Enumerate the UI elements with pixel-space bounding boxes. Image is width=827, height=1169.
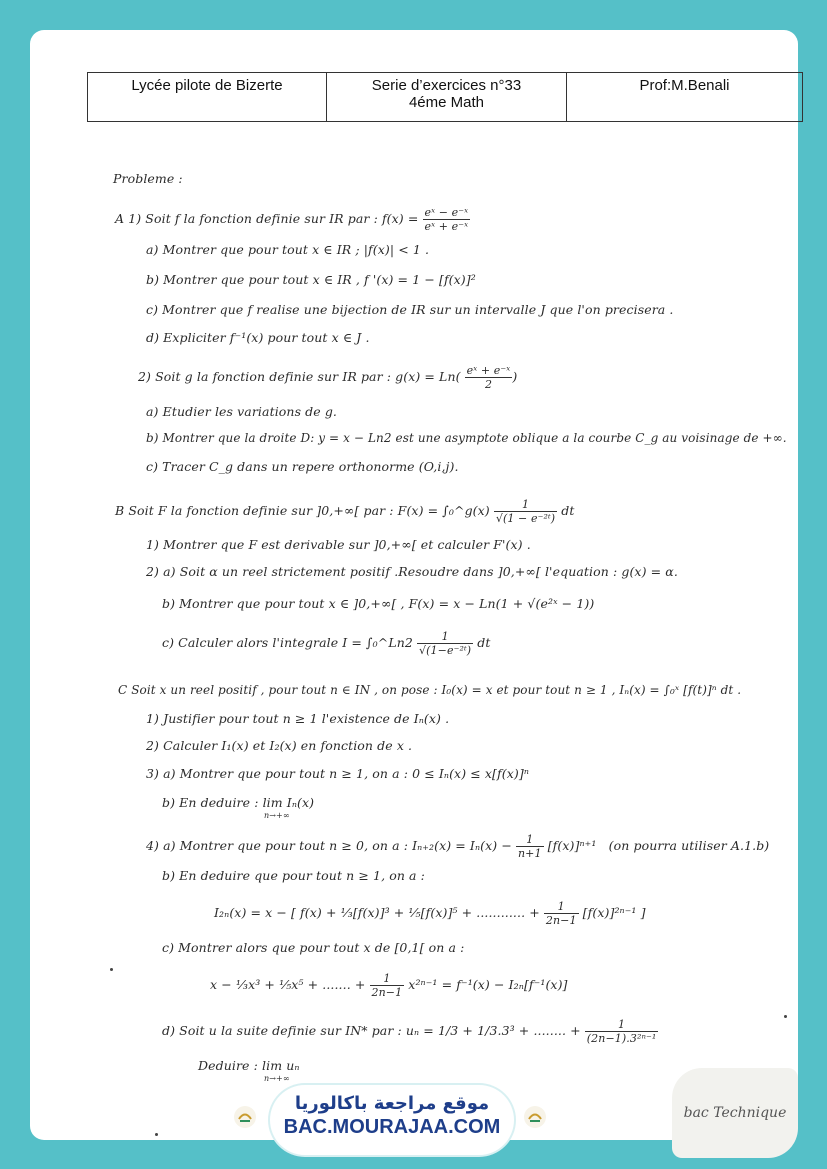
partC-q4b: b) En deduire que pour tout n ≥ 1, on a : xyxy=(162,868,425,883)
ser-denominator: 2n−1 xyxy=(371,986,403,999)
series-formula-text: x − ⅓x³ + ⅕x⁵ + ....... + xyxy=(210,977,366,992)
site-banner[interactable] xyxy=(270,1085,514,1155)
scan-dot xyxy=(155,1133,158,1136)
I2n-formula xyxy=(214,900,646,927)
f-numerator: eˣ − e⁻ˣ xyxy=(424,206,469,219)
right-logo-icon xyxy=(522,1104,548,1130)
partC-deduce xyxy=(198,1058,300,1083)
partA-q1d: d) Expliciter f⁻¹(x) pour tout x ∈ J . xyxy=(146,330,370,345)
ser-numerator: 1 xyxy=(370,972,405,986)
partC-q4d xyxy=(162,1018,658,1045)
site-arabic-title: موقع مراجعة باكالوريا xyxy=(294,1093,490,1114)
partC-q3b-text: b) En deduire : lim Iₙ(x) xyxy=(162,795,315,810)
school-cell xyxy=(88,73,327,121)
partB-q2c-text: c) Calculer alors l'integrale I = ∫₀^Ln2 xyxy=(162,635,413,650)
series-rhs: = f⁻¹(x) − I₂ₙ[f⁻¹(x)] xyxy=(441,977,568,992)
partB-q2a: 2) a) Soit α un reel strictement positif .Resoudre dans ]0,+∞[ l'equation : g(x) = α. xyxy=(146,564,678,579)
school-name: Lycée pilote de Bizerte xyxy=(131,77,283,94)
ser-tail: x²ⁿ⁻¹ xyxy=(408,977,438,992)
u-terms: 1/3 + 1/3.3³ + ........ + xyxy=(437,1023,581,1038)
I-fraction xyxy=(417,630,473,657)
header-table xyxy=(87,72,803,122)
series-cell xyxy=(327,73,567,121)
site-url[interactable]: BAC.MOURAJAA.COM xyxy=(283,1116,501,1138)
rec-denominator: n+1 xyxy=(517,847,542,860)
partA-q2a: a) Etudier les variations de g. xyxy=(146,404,338,419)
partB-q2b: b) Montrer que pour tout x ∈ ]0,+∞[ , F(x) = x − Ln(1 + √(e²ˣ − 1)) xyxy=(162,596,595,611)
g-fraction xyxy=(465,364,513,391)
partC-q4a xyxy=(146,833,769,860)
partC-q3b xyxy=(162,795,315,820)
rec-fraction xyxy=(516,833,544,860)
F-numerator: 1 xyxy=(494,498,557,512)
left-logo-icon xyxy=(232,1104,258,1130)
partB-q1: 1) Montrer que F est derivable sur ]0,+∞[ et calculer F'(x) . xyxy=(146,537,531,552)
lim-subscript-1: n→+∞ xyxy=(264,811,290,820)
u-fraction xyxy=(585,1018,659,1045)
sum-tail: [f(x)]²ⁿ⁻¹ ] xyxy=(582,905,646,920)
sum-fraction xyxy=(544,900,579,927)
partC-q2: 2) Calculer I₁(x) et I₂(x) en fonction de x . xyxy=(146,738,413,753)
partB-intro xyxy=(115,498,575,525)
teacher-name: Prof:M.Benali xyxy=(639,77,730,94)
partA-q2c: c) Tracer C_g dans un repere orthonorme (O,i,j). xyxy=(146,459,459,474)
scan-dot xyxy=(784,1015,787,1018)
F-fraction xyxy=(494,498,557,525)
u-denominator: (2n−1).3²ⁿ⁻¹ xyxy=(586,1032,657,1045)
sum-denominator: 2n−1 xyxy=(545,914,577,927)
partA-q1c: c) Montrer que f realise une bijection de IR sur un intervalle J que l'on precisera . xyxy=(146,302,674,317)
u-numerator: 1 xyxy=(585,1018,659,1032)
partA-q2b: b) Montrer que la droite D: y = x − Ln2 est une asymptote oblique a la courbe C_g au voisinage de +∞. xyxy=(146,431,787,445)
rec-hint: (on pourra utiliser A.1.b) xyxy=(608,838,770,853)
rec-numerator: 1 xyxy=(516,833,544,847)
sum-numerator: 1 xyxy=(544,900,579,914)
I-dt: dt xyxy=(477,635,491,650)
f-denominator: eˣ + e⁻ˣ xyxy=(424,220,469,233)
partA-q1b: b) Montrer que pour tout x ∈ IR , f '(x) = 1 − [f(x)]² xyxy=(146,272,476,287)
F-dt: dt xyxy=(561,503,575,518)
partA-q2 xyxy=(138,364,517,391)
partA-q2-text: 2) Soit g la fonction definie sur IR par : g(x) = Ln( xyxy=(138,369,461,384)
partA-q1a: a) Montrer que pour tout x ∈ IR ; |f(x)| < 1 . xyxy=(146,242,430,257)
class-level: 4éme Math xyxy=(408,94,485,111)
problem-title: Probleme : xyxy=(113,171,183,186)
partC-q3a: 3) a) Montrer que pour tout n ≥ 1, on a : 0 ≤ Iₙ(x) ≤ x[f(x)]ⁿ xyxy=(146,766,529,781)
g-denominator: 2 xyxy=(484,378,493,391)
bac-technique-badge: bac Technique xyxy=(672,1068,798,1158)
scan-dot xyxy=(110,968,113,971)
g-numerator: eˣ + e⁻ˣ xyxy=(466,364,511,377)
I-numerator: 1 xyxy=(417,630,473,644)
partC-deduce-text: Deduire : lim uₙ xyxy=(198,1058,300,1073)
partB-intro-text: B Soit F la fonction definie sur ]0,+∞[ par : F(x) = ∫₀^g(x) xyxy=(115,503,490,518)
partC-intro: C Soit x un reel positif , pour tout n ∈ IN , on pose : I₀(x) = x et pour tout n ≥ 1 , Iₙ(x) = ∫₀ˣ [f(t)]ⁿ dt . xyxy=(118,683,742,697)
partC-q4a-text: 4) a) Montrer que pour tout n ≥ 0, on a : Iₙ₊₂(x) = Iₙ(x) − xyxy=(146,838,512,853)
ser-fraction xyxy=(370,972,405,999)
ln-close-paren: ) xyxy=(512,369,518,384)
f-fraction xyxy=(423,206,471,233)
series-title: Serie d’exercices n°33 xyxy=(371,77,522,94)
partC-q4c: c) Montrer alors que pour tout x de [0,1[ on a : xyxy=(162,940,465,955)
partA-q1 xyxy=(115,206,470,233)
rec-tail: [f(x)]ⁿ⁺¹ xyxy=(547,838,597,853)
partA-q1-text: A 1) Soit f la fonction definie sur IR par : f(x) = xyxy=(115,211,419,226)
I2n-formula-text: I₂ₙ(x) = x − [ f(x) + ⅓[f(x)]³ + ⅕[f(x)]⁵ + ............ + xyxy=(214,905,540,920)
partC-q1: 1) Justifier pour tout n ≥ 1 l'existence de Iₙ(x) . xyxy=(146,711,450,726)
F-denominator: √(1 − e⁻²ᵗ) xyxy=(495,512,556,525)
partB-q2c xyxy=(162,630,491,657)
lim-subscript-2: n→+∞ xyxy=(264,1074,290,1083)
partC-q4d-text: d) Soit u la suite definie sur IN* par : uₙ = xyxy=(162,1023,434,1038)
I-denominator: √(1−e⁻²ᵗ) xyxy=(419,644,472,657)
teacher-cell xyxy=(567,73,802,121)
series-formula xyxy=(210,972,568,999)
